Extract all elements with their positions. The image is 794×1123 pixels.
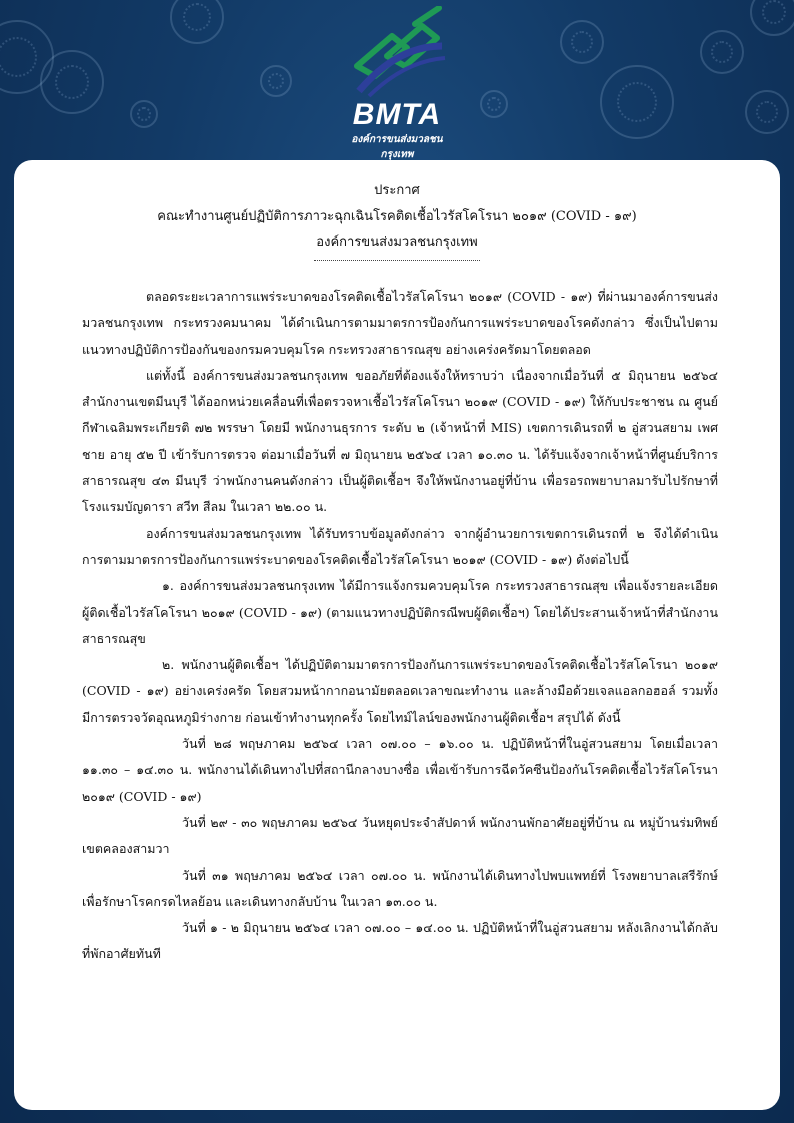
virus-decoration xyxy=(260,65,292,97)
announcement-heading: ประกาศ xyxy=(374,183,420,198)
timeline-entry: วันที่ ๒๘ พฤษภาคม ๒๕๖๔ เวลา ๐๗.๐๐ – ๑๖.๐๐ น. ปฏิบัติหน้าที่ในอู่สวนสยาม โดยเมื่อเวลา ๑๑.๓๐ – ๑๔.๓๐ น. พนักงานได้เดินทางไปที่สถานีกลางบางซื่อ เพื่อเข้ารับการฉีดวัคซีนป้องกันโรคติดเชื้อไวรัสโคโรนา ๒๐๑๙ (COVID - ๑๙) xyxy=(82,736,718,804)
paragraph: แต่ทั้งนี้ องค์การขนส่งมวลชนกรุงเทพ ขออภัยที่ต้องแจ้งให้ทราบว่า เนื่องจากเมื่อวันที่ ๕ มิถุนายน ๒๕๖๔ สำนักงานเขตมีนบุรี ได้ออกหน่วยเคลื่อนที่เพื่อตรวจหาเชื้อไวรัสโคโรนา ๒๐๑๙ (COVID - ๑๙) ให้กับประชาชน ณ ศูนย์กีฬาเฉลิมพระเกียรติ ๗๒ พรรษา โดยมี พนักงานธุรการ ระดับ ๒ (เจ้าหน้าที่ MIS) เขตการเดินรถที่ ๒ อู่สวนสยาม เพศชาย อายุ ๕๒ ปี เข้ารับการตรวจ ต่อมาเมื่อวันที่ ๗ มิถุนายน ๒๕๖๔ เวลา ๑๐.๓๐ น. ได้รับแจ้งจากเจ้าหน้าที่ศูนย์บริการสาธารณสุข ๔๓ มีนบุรี ว่าพนักงานคนดังกล่าว เป็นผู้ติดเชื้อฯ จึงให้พนักงานอยู่ที่บ้าน เพื่อรอรถพยาบาลมารับไปรักษาที่ โรงแรมบัญดารา สวีท สีลม ในเวลา ๒๒.๐๐ น. xyxy=(82,367,718,515)
virus-decoration xyxy=(745,90,789,134)
timeline-entry: วันที่ ๑ - ๒ มิถุนายน ๒๕๖๔ เวลา ๐๗.๐๐ – ๑๔.๐๐ น. ปฏิบัติหน้าที่ในอู่สวนสยาม หลังเลิกงานได้กลับที่พักอาศัยทันที xyxy=(82,920,718,962)
announcement-header xyxy=(14,178,780,256)
paragraph: ตลอดระยะเวลาการแพร่ระบาดของโรคติดเชื้อไวรัสโคโรนา ๒๐๑๙ (COVID - ๑๙) ที่ผ่านมาองค์การขนส่งมวลชนกรุงเทพ กระทรวงคมนาคม ได้ดำเนินการตามมาตรการป้องกันการแพร่ระบาดของโรคดังกล่าว ซึ่งเป็นไปตามแนวทางปฏิบัติการป้องกันของกรมควบคุมโรค กระทรวงสาธารณสุข อย่างเคร่งครัดมาโดยตลอด xyxy=(82,289,718,357)
virus-decoration xyxy=(560,20,604,64)
paragraph: ๑. องค์การขนส่งมวลชนกรุงเทพ ได้มีการแจ้งกรมควบคุมโรค กระทรวงสาธารณสุข เพื่อแจ้งรายละเอียดผู้ติดเชื้อไวรัสโคโรนา ๒๐๑๙ (COVID - ๑๙) (ตามแนวทางปฏิบัติกรณีพบผู้ติดเชื้อฯ) โดยได้ประสานเจ้าหน้าที่สำนักงานสาธารณสุข xyxy=(82,578,718,646)
announcement-body xyxy=(82,284,718,968)
separator-line xyxy=(314,260,480,261)
virus-decoration xyxy=(700,30,744,74)
timeline-entry: วันที่ ๒๙ - ๓๐ พฤษภาคม ๒๕๖๔ วันหยุดประจำสัปดาห์ พนักงานพักอาศัยอยู่ที่บ้าน ณ หมู่บ้านร่มทิพย์ เขตคลองสามวา xyxy=(82,814,718,857)
announcement-card xyxy=(14,160,780,1110)
logo-subtitle: องค์การขนส่งมวลชนกรุงเทพ xyxy=(351,134,443,160)
virus-decoration xyxy=(170,0,224,44)
virus-decoration xyxy=(40,50,104,114)
bmta-logo xyxy=(337,6,457,160)
announcement-organization: องค์การขนส่งมวลชนกรุงเทพ xyxy=(316,235,478,250)
virus-decoration xyxy=(750,0,794,36)
bmta-emblem-icon xyxy=(337,6,457,101)
announcement-issuer: คณะทำงานศูนย์ปฏิบัติการภาวะฉุกเฉินโรคติดเชื้อไวรัสโคโรนา ๒๐๑๙ (COVID - ๑๙) xyxy=(157,209,637,224)
virus-decoration xyxy=(600,65,674,139)
virus-decoration xyxy=(130,100,158,128)
paragraph: องค์การขนส่งมวลชนกรุงเทพ ได้รับทราบข้อมูลดังกล่าว จากผู้อำนวยการเขตการเดินรถที่ ๒ จึงได้ดำเนินการตามมาตรการป้องกันการแพร่ระบาดของโรคติดเชื้อไวรัสโคโรนา ๒๐๑๙ (COVID - ๑๙) ดังต่อไปนี้ xyxy=(82,525,718,567)
timeline-entry: วันที่ ๓๑ พฤษภาคม ๒๕๖๔ เวลา ๐๗.๐๐ น. พนักงานได้เดินทางไปพบแพทย์ที่ โรงพยาบาลเสรีรักษ์ เพื่อรักษาโรคกรดไหลย้อน และเดินทางกลับบ้าน ในเวลา ๑๓.๐๐ น. xyxy=(82,867,718,909)
virus-decoration xyxy=(480,90,508,118)
logo-name: BMTA xyxy=(352,98,442,131)
paragraph: ๒. พนักงานผู้ติดเชื้อฯ ได้ปฏิบัติตามมาตรการป้องกันการแพร่ระบาดของโรคติดเชื้อไวรัสโคโรนา ๒๐๑๙ (COVID - ๑๙) อย่างเคร่งครัด โดยสวมหน้ากากอนามัยตลอดเวลาขณะทำงาน และล้างมือด้วยเจลแอลกอฮอล์ รวมทั้ง มีการตรวจวัดอุณหภูมิร่างกาย ก่อนเข้าทำงานทุกครั้ง โดยไทม์ไลน์ของพนักงานผู้ติดเชื้อฯ สรุปได้ ดังนี้ xyxy=(82,657,718,725)
